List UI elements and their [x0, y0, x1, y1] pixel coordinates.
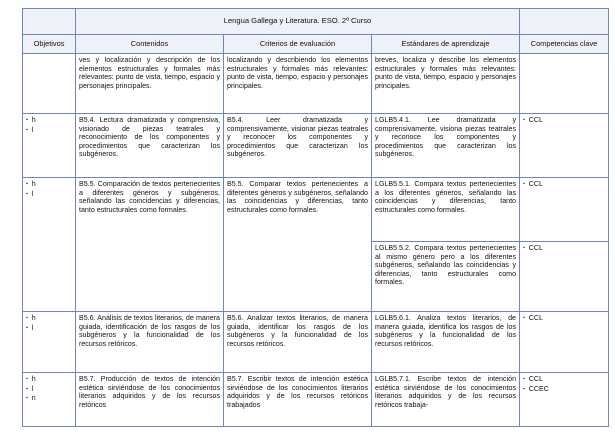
objetivo-item: ▪ l — [26, 190, 72, 200]
objetivo-item: ▪ h — [26, 375, 72, 385]
table-row — [23, 312, 609, 373]
estandares-cell: LGLB5.7.1. Escribe textos de intención estética sirviéndose de los conocimientos literarios adquiridos y de los recursos retóricos trabaja- — [372, 373, 520, 427]
header-criterios: Criterios de evaluación — [224, 35, 372, 54]
header-objetivos: Objetivos — [23, 35, 76, 54]
competencias-cell — [520, 373, 609, 427]
corner-cell — [520, 9, 609, 35]
contenidos-cell: B5.5. Comparación de textos pertenecientes a diferentes géneros y subgéneros, señalando las coincidencias y diferencias, tanto estructurales como formales. — [76, 178, 224, 312]
objetivos-cell — [23, 373, 76, 427]
objetivo-item: ▪ h — [26, 180, 72, 190]
contenidos-cell: B5.4. Lectura dramatizada y comprensiva, visionado de piezas teatrales y reconocimiento de los componentes y procedimientos que caracterizan los subgéneros. — [76, 114, 224, 178]
table-row — [23, 114, 609, 178]
competencia-item: ▪ CCL — [523, 180, 605, 190]
estandares-cell: LGLB5.5.2. Compara textos pertenecientes al mismo género pero a los diferentes subgéneros, señalando las coincidencias y diferencias, tanto estructurales como formales. — [372, 242, 520, 312]
competencias-cell — [520, 312, 609, 373]
objetivos-cell — [23, 114, 76, 178]
table-row — [23, 54, 609, 114]
table-title: Lengua Gallega y Literatura. ESO. 2º Curso — [76, 9, 520, 35]
estandares-cell: LGLB5.6.1. Analiza textos literarios, de manera guiada, identifica los rasgos de los subgéneros y la funcionalidad de los recursos retóricos. — [372, 312, 520, 373]
header-contenidos: Contenidos — [76, 35, 224, 54]
objetivos-cell — [23, 178, 76, 312]
criterios-cell: localizando y describiendo los elementos estructurales y formales más relevantes: punto de vista, tiempo, espacio y personajes principales. — [224, 54, 372, 114]
competencias-cell — [520, 114, 609, 178]
corner-cell — [23, 9, 76, 35]
competencias-cell — [520, 242, 609, 312]
header-row — [23, 35, 609, 54]
criterios-cell: B5.6. Analizar textos literarios, de manera guiada, identificar los rasgos de los subgéneros y la funcionalidad de los recursos retóricos. — [224, 312, 372, 373]
table-row — [23, 178, 609, 242]
header-competencias: Competencias clave — [520, 35, 609, 54]
criterios-cell: B5.4. Leer dramatizada y comprensivamente, visionar piezas teatrales y reconocer los componentes y procedimientos que caracterizan los subgéneros. — [224, 114, 372, 178]
contenidos-cell: ves y localización y descripción de los elementos estructurales y formales más relevantes: punto de vista, tiempo, espacio y personajes principales. — [76, 54, 224, 114]
contenidos-cell: B5.6. Análisis de textos literarios, de manera guiada, identificación de los rasgos de los subgéneros y la funcionalidad de los recursos retóricos. — [76, 312, 224, 373]
competencia-item: ▪ CCL — [523, 375, 605, 385]
competencias-cell — [520, 54, 609, 114]
objetivos-cell — [23, 54, 76, 114]
objetivo-item: ▪ l — [26, 126, 72, 136]
header-estandares: Estándares de aprendizaje — [372, 35, 520, 54]
criterios-cell: B5.7. Escribir textos de intención estética sirviéndose de los conocimientos literarios adquiridos y de los recursos retóricos trabajados — [224, 373, 372, 427]
curriculum-page — [22, 8, 608, 427]
competencias-cell — [520, 178, 609, 242]
title-row — [23, 9, 609, 35]
objetivos-cell — [23, 312, 76, 373]
criterios-cell: B5.5. Comparar textos pertenecientes a diferentes géneros y subgéneros, señalando las coincidencias y diferencias, tanto estructurales como formales. — [224, 178, 372, 312]
competencia-item: ▪ CCL — [523, 244, 605, 254]
objetivo-item: ▪ l — [26, 385, 72, 395]
estandares-cell: LGLB5.4.1. Lee dramatizada y comprensivamente, visiona piezas teatrales y reconoce los componentes y procedimientos que caracterizan los subgéneros. — [372, 114, 520, 178]
estandares-cell: LGLB5.5.1. Compara textos pertenecientes a los diferentes géneros, señalando las coincidencias y diferencias, tanto estructurales como formales. — [372, 178, 520, 242]
estandares-cell: breves, localiza y describe los elementos estructurales y formales más relevantes: punto de vista, tiempo, espacio y personajes principales. — [372, 54, 520, 114]
contenidos-cell: B5.7. Producción de textos de intención estética sirviéndose de los conocimientos literarios adquiridos y de los recursos retóricos — [76, 373, 224, 427]
table-row — [23, 373, 609, 427]
competencia-item: ▪ CCL — [523, 314, 605, 324]
objetivo-item: ▪ h — [26, 314, 72, 324]
competencia-item: ▪ CCEC — [523, 385, 605, 395]
competencia-item: ▪ CCL — [523, 116, 605, 126]
objetivo-item: ▪ n — [26, 394, 72, 404]
objetivo-item: ▪ l — [26, 324, 72, 334]
curriculum-table — [22, 8, 609, 427]
objetivo-item: ▪ h — [26, 116, 72, 126]
